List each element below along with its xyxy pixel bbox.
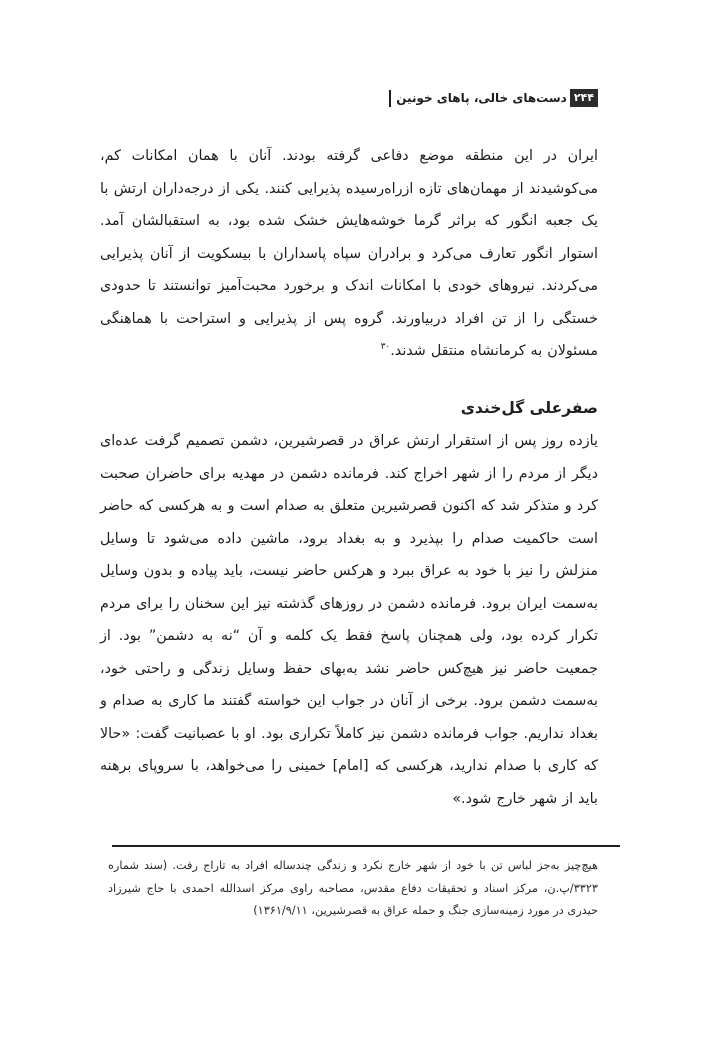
page-number: ۲۴۴ bbox=[570, 89, 598, 107]
footnote-reference: ۳۰ bbox=[380, 342, 391, 353]
section-heading: صفرعلی گل‌خندی bbox=[460, 399, 598, 417]
book-title: دست‌های خالی، پاهای خونین bbox=[396, 91, 567, 105]
paragraph-2: یازده روز پس از استقرار ارتش عراق در قصرشیرین، دشمن تصمیم گرفت عده‌ای دیگر از مردم را از شهر اخراج کند. فرمانده دشمن در مهدیه برای حاضران صحبت کرد و متذکر شد که اکنون قصرشیرین متعلق به صدام است و به هرکسی که حاضر است حاکمیت صدام را بپذیرد و به بغداد برود، ماشین داده می‌شود تا وسایل منزلش را نیز با خود به عراق ببرد و هرکس حاضر نیست، باید پیاده و بدون وسایل به‌سمت ایران برود. فرمانده دشمن در روزهای گذشته نیز این سخنان را برای مردم تکرار کرده بود، ولی همچنان پاسخ فقط یک کلمه و آن “نه به دشمن” بود. از جمعیت حاضر نیز هیچ‌کس حاضر نشد به‌بهای حفظ وسایل زندگی و راحتی خود، به‌سمت دشمن برود. برخی از آنان در جواب این خواسته گفتند ما کاری به صدام و بغداد نداریم. جواب فرمانده دشمن نیز کاملاً تکراری بود. او با عصبانیت گفت: «حالا که کاری با صدام ندارید، هرکسی که [امام] خمینی را می‌خواهد، با سروپای برهنه باید از شهر خارج شود.» bbox=[100, 433, 598, 807]
footnote: هیچ‌چیز به‌جز لباس تن با خود از شهر خارج نکرد و زندگی چندساله افراد به تاراج رفت. (سند شماره ۳۳۲۳/پ.ن، مرکز اسناد و تحقیقات دفاع مقدس، مصاحبه راوی مرکز اسدالله احمدی با حاج شیرزاد حیدری در مورد زمینه‌سازی جنگ و حمله عراق به قصرشیرین، ۱۳۶۱/۹/۱۱) bbox=[108, 859, 598, 918]
paragraph-1-text: ایران در این منطقه موضع دفاعی گرفته بودند. آنان با همان امکانات کم، می‌کوشیدند از مهمان‌های تازه ازراه‌رسیده پذیرایی کنند. یکی از درجه‌داران ارتش با یک جعبه انگور که براثر گرما خوشه‌هایش خشک شده بود، به استقبالشان آمد. استوار انگور تعارف می‌کرد و برادران سپاه پاسداران با بیسکویت از آنان پذیرایی می‌کردند. نیروهای خودی با امکانات اندک و برخورد محبت‌آمیز توانستند تا حدودی خستگی را از تن افراد دربیاورند. گروه پس از پذیرایی و استراحت با هماهنگی مسئولان به کرمانشاه منتقل شدند. bbox=[100, 148, 598, 359]
header-divider bbox=[389, 90, 391, 107]
running-header bbox=[389, 89, 598, 107]
paragraph-1 bbox=[100, 140, 598, 368]
footnote-divider bbox=[112, 845, 620, 847]
